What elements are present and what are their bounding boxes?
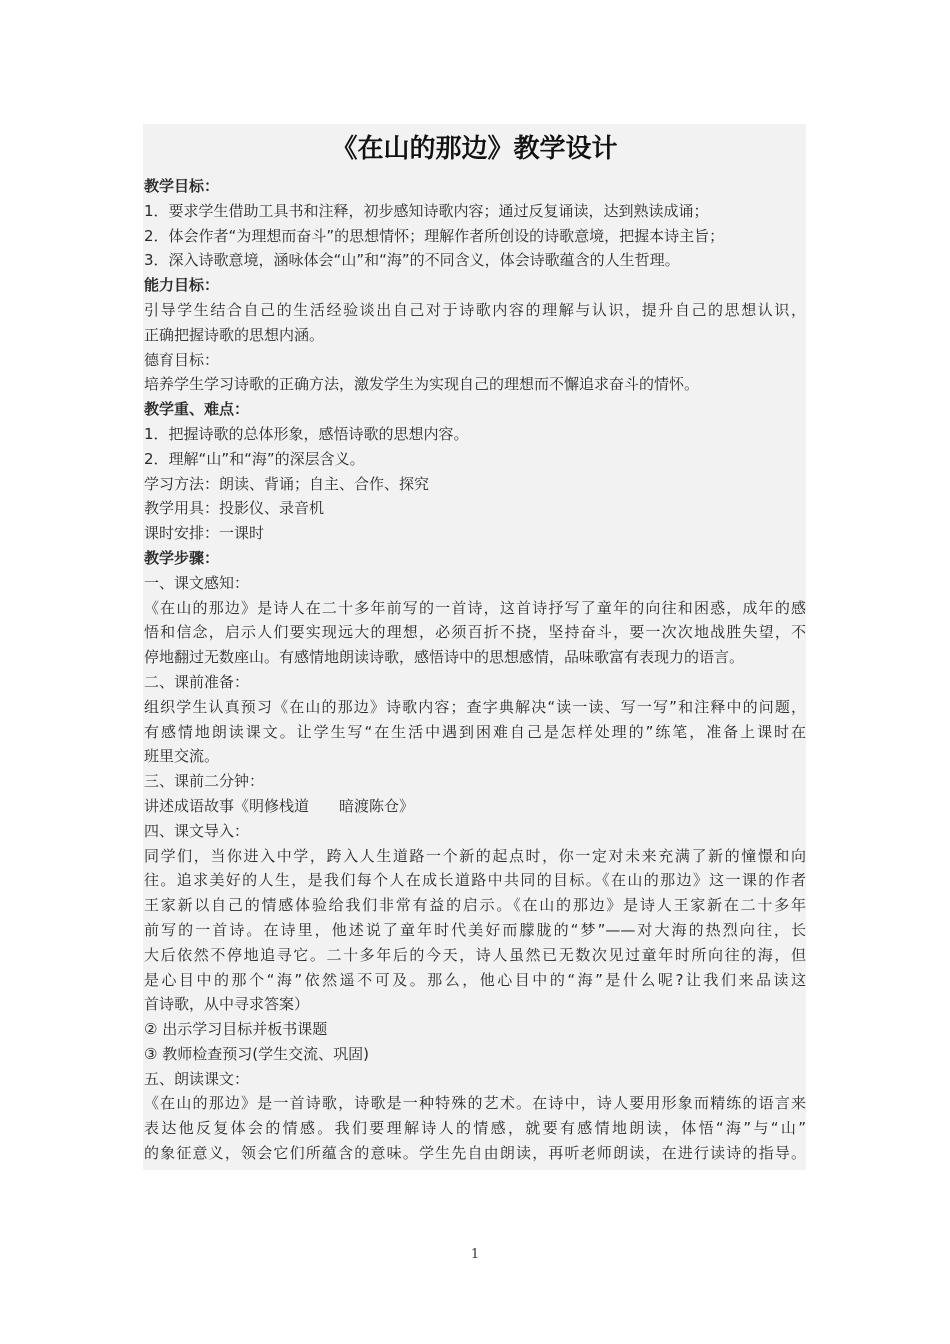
text-line: 同学们，当你进入中学，跨入人生道路一个新的起点时，你一定对未来充满了新的憧憬和向 (144, 846, 806, 865)
text-line: 悟和信念，启示人们要实现远大的理想，必须百折不挠，坚持奋斗，要一次次地战胜失望，不 (144, 623, 806, 642)
document-title: 《在山的那边》教学设计 (331, 134, 618, 164)
text-line: 大后依然不停地追寻它。二十多年后的今天，诗人虽然已无数次见过童年时所向往的海，但 (144, 945, 806, 964)
text-line: ③ 教师检查预习(学生交流、巩固) (144, 1044, 369, 1063)
text-line: 的象征意义，领会它们所蕴含的意味。学生先自由朗读，再听老师朗读，在进行读诗的指导。 (144, 1144, 806, 1163)
text-line: 2．体会作者“为理想而奋斗”的思想情怀；理解作者所创设的诗歌意境，把握本诗主旨； (144, 226, 725, 245)
text-line: 前写的一首诗。在诗里，他述说了童年时代美好而朦胧的“梦”——对大海的热烈向往，长 (144, 920, 806, 939)
text-line: 讲述成语故事《明修栈道 暗渡陈仓》 (144, 796, 415, 815)
text-line: 王家新以自己的情感体验给我们非常有益的启示。《在山的那边》是诗人王家新在二十多年 (144, 896, 806, 915)
text-line: 是心目中的那个“海”依然遥不可及。那么，他心目中的“海”是什么呢?让我们来品读这 (144, 970, 806, 989)
text-line: 1．要求学生借助工具书和注释，初步感知诗歌内容；通过反复诵读，达到熟读成诵； (144, 201, 709, 220)
text-line: 3．深入诗歌意境，涵咏体会“山”和“海”的不同含义，体会诗歌蕴含的人生哲理。 (144, 251, 680, 270)
section-heading: 教学步骤： (144, 548, 220, 567)
text-line: 引导学生结合自己的生活经验谈出自己对于诗歌内容的理解与认识，提升自己的思想认识， (144, 300, 806, 319)
text-line: 停地翻过无数座山。有感情地朗读诗歌，感悟诗中的思想感情，品味歌富有表现力的语言。 (144, 648, 745, 667)
section-heading: 能力目标： (144, 276, 220, 295)
text-line: 三、课前二分钟： (144, 772, 265, 791)
text-line: 班里交流。 (144, 747, 220, 766)
section-heading: 教学重、难点： (144, 400, 250, 419)
text-line: 正确把握诗歌的思想内涵。 (144, 325, 325, 344)
text-line: 2．理解“山”和“海”的深层含义。 (144, 449, 365, 468)
text-line: 有感情地朗读课文。让学生写“在生活中遇到困难自己是怎样处理的”练笔，准备上课时在 (144, 722, 806, 741)
text-line: 表达他反复体会的情感。我们要理解诗人的情感，就要有感情地朗读，体悟“海”与“山” (144, 1119, 806, 1138)
text-line: 教学用具：投影仪、录音机 (144, 499, 325, 518)
text-line: 组织学生认真预习《在山的那边》诗歌内容；查字典解决“读一读、写一写”和注释中的问题， (144, 697, 806, 716)
text-line: 《在山的那边》是诗人在二十多年前写的一首诗，这首诗抒写了童年的向往和困惑，成年的感 (144, 598, 806, 617)
document-body (143, 124, 806, 1170)
text-line: 往。追求美好的人生，是我们每个人在成长道路中共同的目标。《在山的那边》这一课的作者 (144, 871, 806, 890)
text-line: 一、课文感知： (144, 573, 250, 592)
text-line: ② 出示学习目标并板书课题 (144, 1020, 328, 1039)
text-line: 二、课前准备： (144, 672, 250, 691)
text-line: 培养学生学习诗歌的正确方法，激发学生为实现自己的理想而不懈追求奋斗的情怀。 (144, 375, 700, 394)
text-line: 《在山的那边》是一首诗歌，诗歌是一种特殊的艺术。在诗中，诗人要用形象而精练的语言来 (144, 1094, 806, 1113)
text-line: 1．把握诗歌的总体形象，感悟诗歌的思想内容。 (144, 424, 469, 443)
text-line: 德育目标： (144, 350, 220, 369)
text-line: 首诗歌，从中寻求答案） (144, 995, 310, 1014)
document-text (143, 174, 806, 1166)
text-line: 课时安排：一课时 (144, 524, 265, 543)
text-line: 学习方法：朗读、背诵；自主、合作、探究 (144, 474, 430, 493)
page-number: 1 (470, 1247, 480, 1262)
text-line: 五、朗读课文： (144, 1069, 250, 1088)
text-line: 四、课文导入： (144, 821, 250, 840)
section-heading: 教学目标： (144, 177, 220, 195)
